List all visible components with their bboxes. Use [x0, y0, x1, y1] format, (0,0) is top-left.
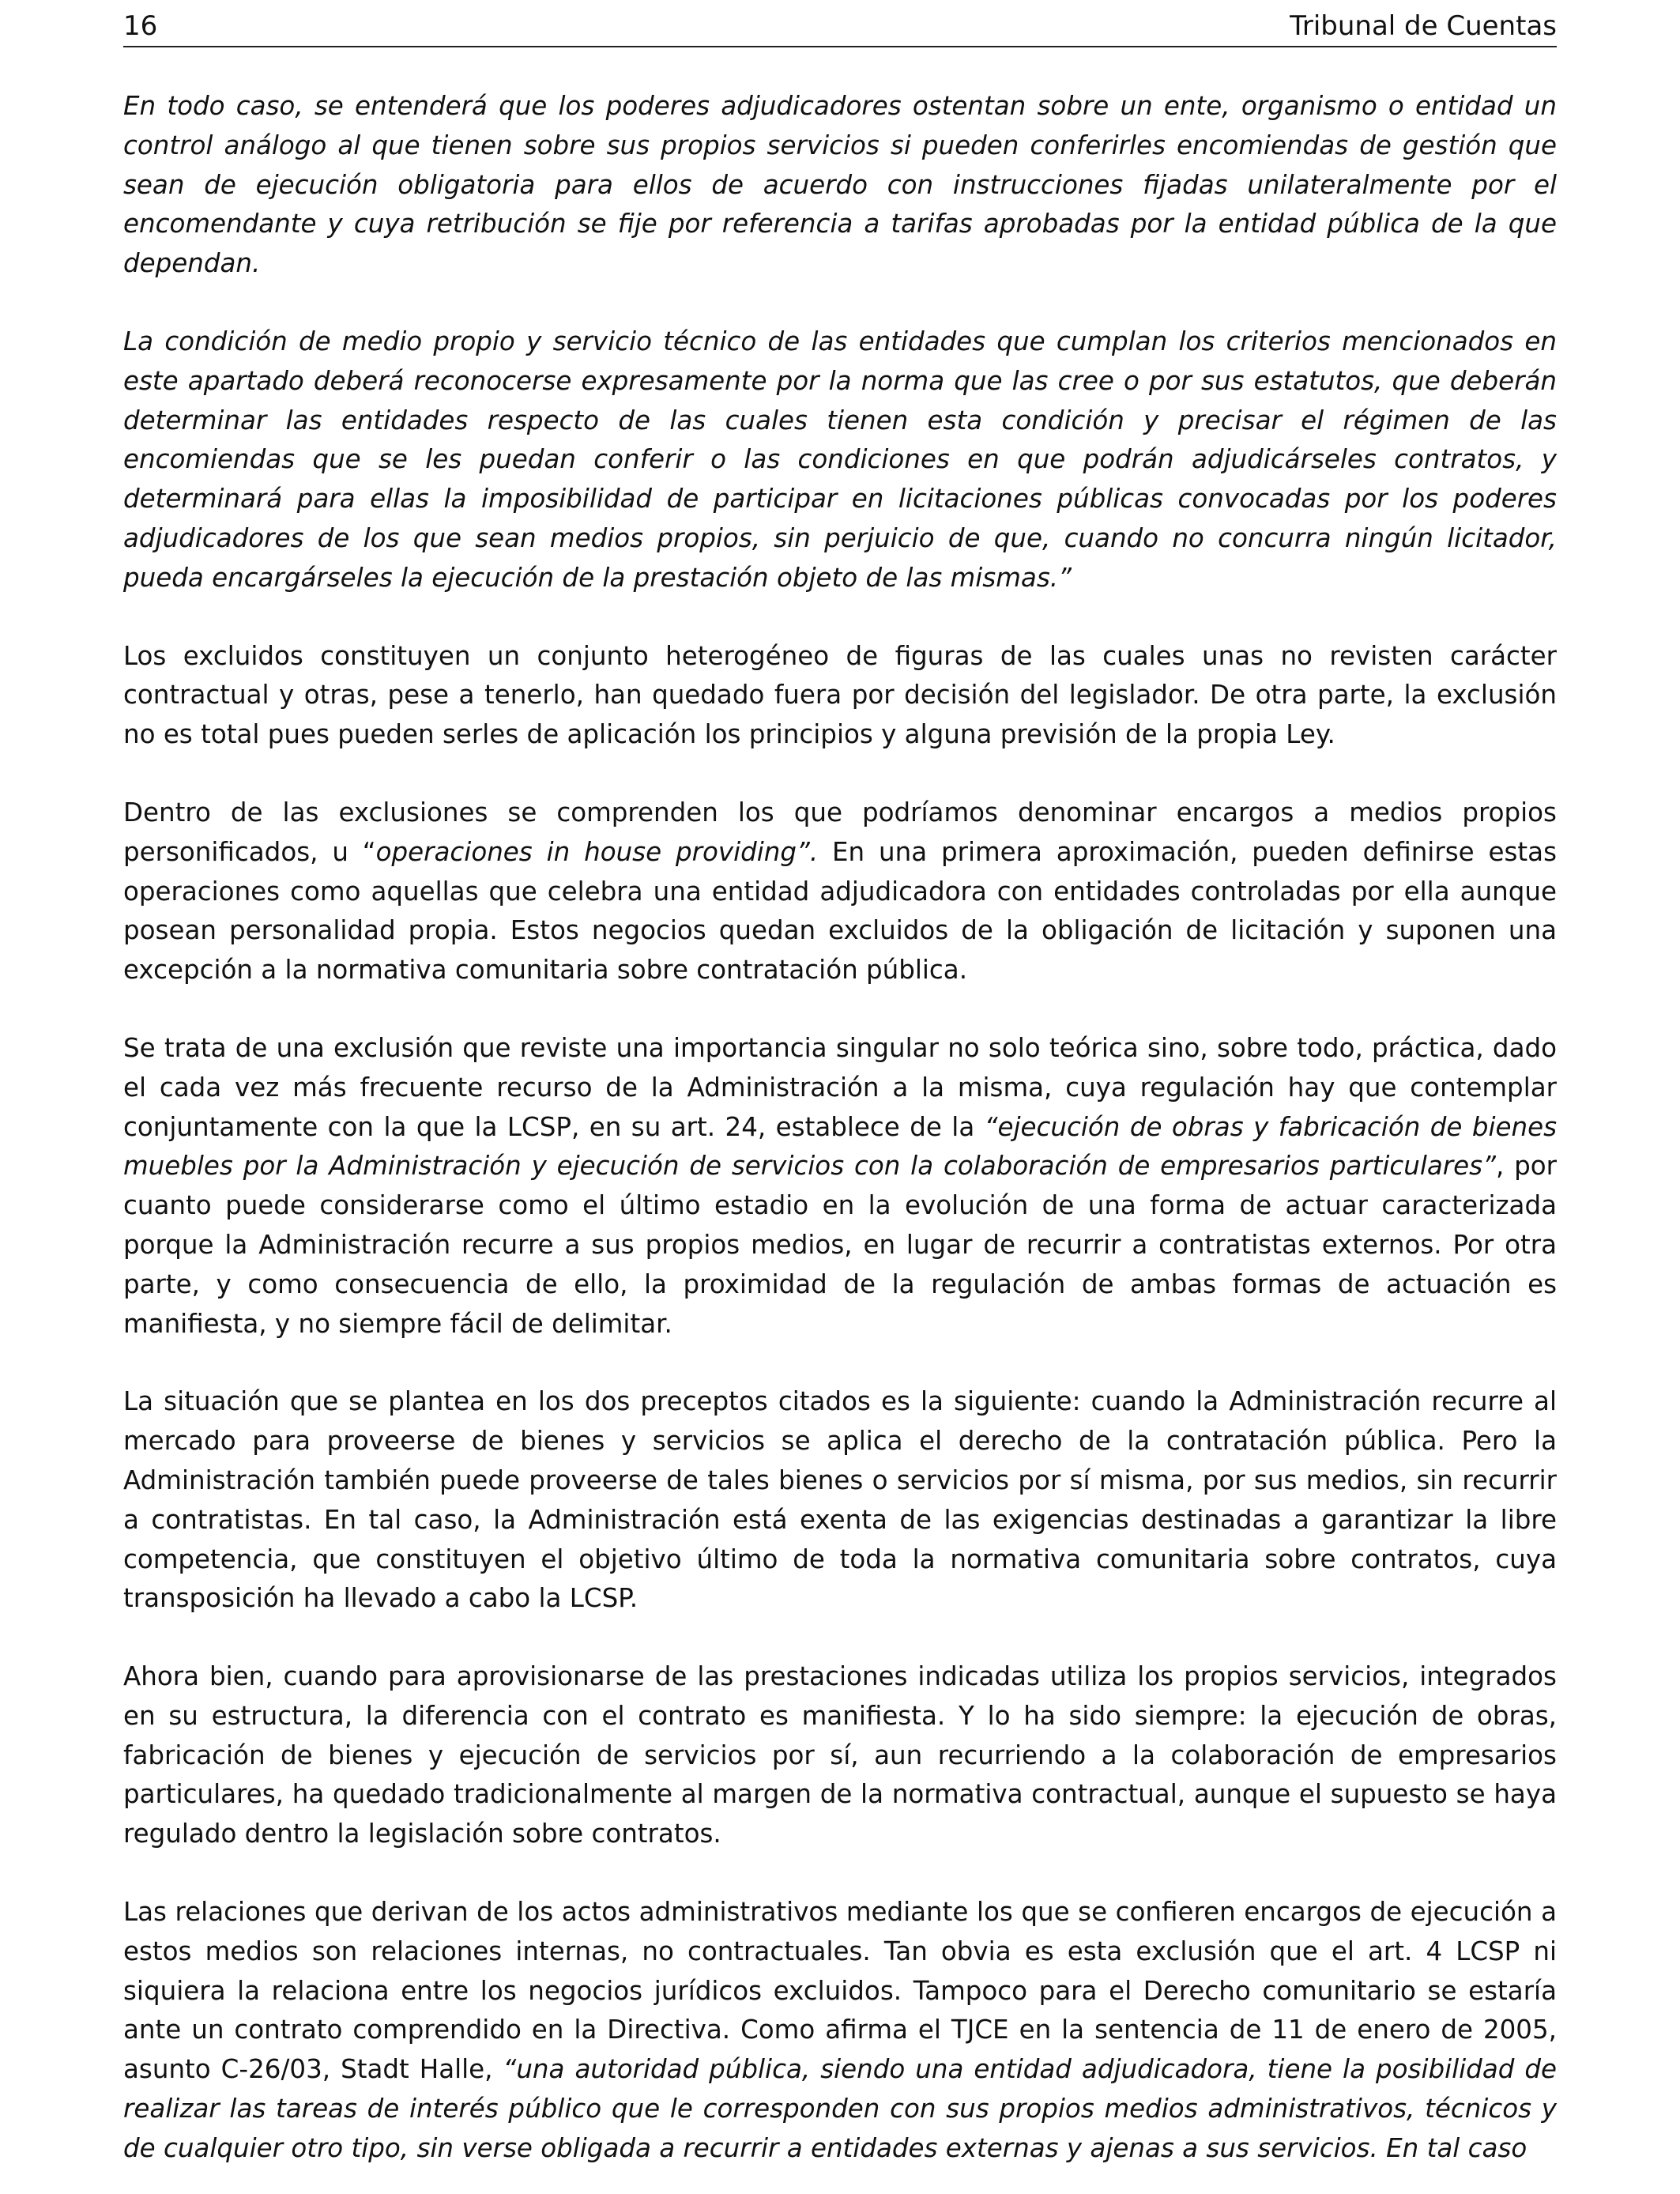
- page-number: 16: [123, 10, 158, 42]
- paragraph-text: Se trata de una exclusión que reviste una importancia singular no solo teórica sino, sobre todo, práctica, dado el cada vez más frecuente recurso de la Administración a la misma, cuya regulación hay que contemplar conjuntamente con la que la LCSP, en su art. 24, establece de la: [123, 1032, 1557, 1142]
- paragraph-text: Las relaciones que derivan de los actos administrativos mediante los que se confieren encargos de ejecución a estos medios son relaciones internas, no contractuales. Tan obvia es esta exclusión que el art. 4 LCSP ni siquiera la relaciona entre los negocios jurídicos excluidos. Tampoco para el Derecho comunitario se estaría ante un contrato comprendido en la Directiva. Como afirma el TJCE en la sentencia de 11 de enero de 2005, asunto C-26/03, Stadt Halle,: [123, 1897, 1557, 2085]
- page-header: [123, 8, 1557, 47]
- paragraph: [123, 637, 1557, 755]
- italic-quote: operaciones in house providing”.: [375, 836, 819, 867]
- publication-title: Tribunal de Cuentas: [1290, 10, 1557, 42]
- paragraph-text: La condición de medio propio y servicio técnico de las entidades que cumplan los criterios mencionados en este apartado deberá reconocerse expresamente por la norma que las cree o por sus estatutos, que deberán determinar las entidades respecto de las cuales tienen esta condición y precisar el régimen de las encomiendas que se les puedan conferir o las condiciones en que podrán adjudicárseles contratos, y determinará para ellas la imposibilidad de participar en licitaciones públicas convocadas por los poderes adjudicadores de los que sean medios propios, sin perjuicio de que, cuando no concurra ningún licitador, pueda encargárseles la ejecución de la prestación objeto de las mismas.”: [123, 326, 1557, 593]
- paragraph-text: En una primera aproximación, pueden definirse estas operaciones como aquellas que celebra una entidad adjudicadora con entidades controladas por ella aunque posean personalidad propia. Estos negocios quedan excluidos de la obligación de licitación y suponen una excepción a la normativa comunitaria sobre contratación pública.: [123, 836, 1558, 986]
- paragraph: [123, 794, 1557, 990]
- italic-quote: “ejecución de obras y fabricación de bienes muebles por la Administración y ejecución de servicios con la colaboración de empresarios particulares”: [123, 1111, 1557, 1182]
- paragraph-text: , por cuanto puede considerarse como el último estadio en la evolución de una forma de actuar caracterizada porque la Administración recurre a sus propios medios, en lugar de recurrir a contratistas externos. Por otra parte, y como consecuencia de ello, la proximidad de la regulación de ambas formas de actuación es manifiesta, y no siempre fácil de delimitar.: [123, 1151, 1557, 1339]
- paragraph-text: La situación que se plantea en los dos preceptos citados es la siguiente: cuando la Administración recurre al mercado para proveerse de bienes y servicios se aplica el derecho de la contratación pública. Pero la Administración también puede proveerse de tales bienes o servicios por sí misma, por sus medios, sin recurrir a contratistas. En tal caso, la Administración está exenta de las exigencias destinadas a garantizar la libre competencia, que constituyen el objetivo último de toda la normativa comunitaria sobre contratos, cuya transposición ha llevado a cabo la LCSP.: [123, 1386, 1557, 1614]
- paragraph: [123, 322, 1557, 598]
- paragraph: [123, 1657, 1557, 1854]
- italic-quote: “una autoridad pública, siendo una entidad adjudicadora, tiene la posibilidad de realizar las tareas de interés público que le corresponden con sus propios medios administrativos, técnicos y de cualquier otro tipo, sin verse obligada a recurrir a entidades externas y ajenas a sus servicios. En tal caso: [123, 2054, 1557, 2163]
- paragraph: [123, 87, 1557, 284]
- paragraph-text: Ahora bien, cuando para aprovisionarse de las prestaciones indicadas utiliza los propios servicios, integrados en su estructura, la diferencia con el contrato es manifiesta. Y lo ha sido siempre: la ejecución de obras, fabricación de bienes y ejecución de servicios por sí, aun recurriendo a la colaboración de empresarios particulares, ha quedado tradicionalmente al margen de la normativa contractual, aunque el supuesto se haya regulado dentro la legislación sobre contratos.: [123, 1661, 1557, 1849]
- paragraph-text: Dentro de las exclusiones se comprenden los que podríamos denominar encargos a medios propios personificados, u “: [123, 797, 1557, 867]
- paragraph-text: En todo caso, se entenderá que los poderes adjudicadores ostentan sobre un ente, organismo o entidad un control análogo al que tienen sobre sus propios servicios si pueden conferirles encomiendas de gestión que sean de ejecución obligatoria para ellos de acuerdo con instrucciones fijadas unilateralmente por el encomendante y cuya retribución se fije por referencia a tarifas aprobadas por la entidad pública de la que dependan.: [123, 91, 1557, 279]
- paragraph: [123, 1382, 1557, 1619]
- paragraph: [123, 1029, 1557, 1344]
- paragraph: [123, 1893, 1557, 2169]
- document-body: [123, 87, 1557, 2169]
- paragraph-text: Los excluidos constituyen un conjunto heterogéneo de figuras de las cuales unas no revisten carácter contractual y otras, pese a tenerlo, han quedado fuera por decisión del legislador. De otra parte, la exclusión no es total pues pueden serles de aplicación los principios y alguna previsión de la propia Ley.: [123, 640, 1557, 750]
